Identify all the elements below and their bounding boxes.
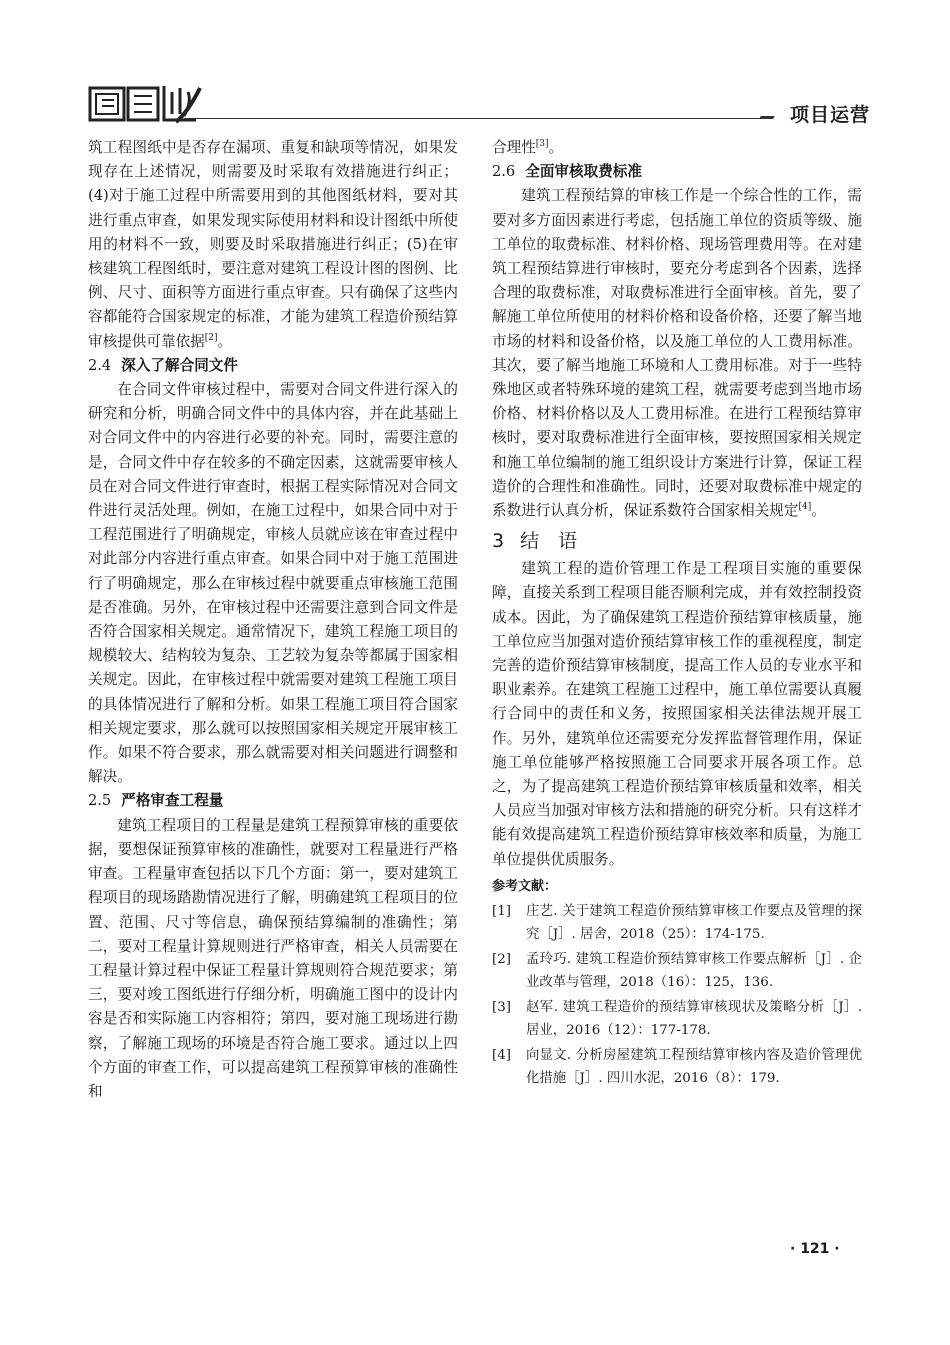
references-title: 参考文献： (492, 878, 558, 894)
paragraph-text: 合理性 (492, 139, 536, 156)
paragraph-end: 。 (548, 139, 564, 156)
paragraph-text: 在合同文件审核过程中，需要对合同文件进行深入的研究和分析，明确合同文件中的具体内容，并在此基础上对合同文件中的内容进行必要的补充。同时，需要注意的是，合同文件中存在较多的不确定因素，这就需要审核人员在对合同文件进行审查时，根据工程实际情况对合同文件进行灵活处理。例如，在施工过程中，如果合同中对于工程范围进行了明确规定，审核人员就应该在审查过程中对此部分内容进行重点审查。如果合同中对于施工范围进行了明确规定，那么在审核过程中就要重点审核施工范围是否准确。另外，在审核过程中还需要注意到合同文件是否符合国家相关规定。通常情况下，建筑工程施工项目的规模较大、结构较为复杂、工艺较为复杂等都属于国家相关规定。因此，在审核过程中就需要对建筑工程施工项目的具体情况进行了解和分析。如果工程施工项目符合国家相关规定要求，那么就可以按照国家相关规定开展审核工作。如果不符合要求，那么就需要对相关问题进行调整和解决。 (88, 381, 458, 786)
right-column (492, 136, 862, 1092)
paragraph-end: 。 (811, 502, 826, 520)
references-list (492, 900, 862, 1090)
reference-text: 赵军. 建筑工程造价的预结算审核现状及策略分析［J］. 居业，2016（12）：177-178. (526, 999, 862, 1038)
paragraph-text: 建筑工程预结算的审核工作是一个综合性的工作，需要对多方面因素进行考虑，包括施工单位的资质等级、施工单位的取费标准、材料价格、现场管理费用等。在对建筑工程预结算进行审核时，要充分考虑到各个因素，选择合理的取费标准，对取费标准进行全面审核。首先，要了解施工单位所使用的材料价格和设备价格，还要了解当地市场的材料和设备价格，以及施工单位的人工费用标准。其次，要了解当地施工环境和人工费用标准。对于一些特殊地区或者特殊环境的建筑工程，就需要考虑到当地市场价格、材料价格以及人工费用标准。在进行工程预结算审核时，要对取费标准进行全面审核，要按照国家相关规定和施工单位编制的施工组织设计方案进行计算，保证工程造价的合理性和准确性。同时，还要对取费标准中规定的系数进行认真分析，保证系数符合国家相关规定 (492, 187, 862, 520)
reference-text: 庄艺. 关于建筑工程造价预结算审核工作要点及管理的探究［J］. 居舍，2018（25）：174-175. (526, 903, 862, 942)
citation-marker: [3] (535, 139, 549, 150)
reference-item (492, 996, 862, 1042)
subsection-heading (88, 789, 458, 813)
page-number: · 121 · (790, 1241, 840, 1257)
page-header (84, 82, 870, 132)
reference-item (492, 900, 862, 946)
reference-text: 孟玲巧. 建筑工程造价预结算审核工作要点解析［J］. 企业改革与管理，2018（16）：125，136. (526, 951, 862, 990)
right-column-body (492, 136, 862, 872)
journal-logo-icon (84, 82, 202, 126)
reference-text: 向显文. 分析房屋建筑工程预结算审核内容及造价管理优化措施［J］. 四川水泥，2016（8）：179. (526, 1047, 862, 1086)
heading-text: 全面审核取费标准 (525, 163, 642, 181)
heading-number: 2.6 (492, 163, 516, 181)
reference-item (492, 948, 862, 994)
heading-text: 结 语 (520, 530, 578, 553)
paragraph-text: 筑工程图纸中是否存在漏项、重复和缺项等情况，如果发现存在上述情况，则需要及时采取有效措施进行纠正；(4)对于施工过程中所需要用到的其他图纸材料，要对其进行重点审查，如果发现实际使用材料和设计图纸中所使用的材料不一致，则要及时采取措施进行纠正；(5)在审核建筑工程图纸时，要注意对建筑工程设计图的图例、比例、尺寸、面积等方面进行重点审查。只有确保了这些内容都能符合国家规定的标准，才能为建筑工程造价预结算审核提供可靠依据 (88, 139, 458, 350)
paragraph-text: 建筑工程的造价管理工作是工程项目实施的重要保障，直接关系到工程项目能否顺利完成，并有效控制投资成本。因此，为了确保建筑工程造价预结算审核质量，施工单位应当加强对造价预结算审核工作的重视程度，制定完善的造价预结算审核制度，提高工作人员的专业水平和职业素养。在建筑工程施工过程中，施工单位需要认真履行合同中的责任和义务，按照国家相关法律法规开展工作。另外，建筑单位还需要充分发挥监督管理作用，保证施工单位能够严格按照施工合同要求开展各项工作。总之，为了提高建筑工程造价预结算审核质量和效率，相关人员应当加强对审核方法和措施的研究分析。只有这样才能有效提高建筑工程造价预结算审核效率和质量，为施工单位提供优质服务。 (492, 560, 862, 868)
heading-text: 深入了解合同文件 (121, 356, 238, 374)
header-accent (759, 116, 775, 119)
paragraph (492, 136, 862, 160)
paragraph (88, 136, 458, 354)
paragraph-end: 。 (217, 332, 233, 350)
header-rule (184, 118, 762, 119)
paragraph (492, 184, 862, 523)
paragraph (88, 378, 458, 789)
reference-item (492, 1044, 862, 1090)
citation-marker: [2] (204, 332, 218, 343)
paragraph (492, 557, 862, 872)
subsection-heading (492, 160, 862, 184)
reference-number: [3] (492, 999, 511, 1015)
paragraph (88, 814, 458, 1104)
reference-number: [2] (492, 951, 511, 967)
left-column (88, 136, 458, 1104)
reference-number: [1] (492, 903, 511, 919)
section-title: 项目运营 (789, 104, 870, 126)
citation-marker: [4] (798, 502, 812, 513)
section-heading (492, 525, 862, 557)
paragraph-text: 建筑工程项目的工程量是建筑工程预算审核的重要依据，要想保证预算审核的准确性，就要对工程量进行严格审查。工程量审查包括以下几个方面：第一，要对建筑工程项目的现场踏勘情况进行了解，明确建筑工程项目的位置、范围、尺寸等信息，确保预结算编制的准确性；第二，要对工程量计算规则进行严格审查，相关人员需要在工程量计算过程中保证工程量计算规则符合规范要求；第三，要对竣工图纸进行仔细分析，明确施工图中的设计内容是否和实际施工内容相符；第四，要对施工现场进行勘察，了解施工现场的环境是否符合施工要求。通过以上四个方面的审查工作，可以提高建筑工程预算审核的准确性和 (88, 816, 458, 1100)
heading-number: 2.4 (88, 356, 112, 374)
reference-number: [4] (492, 1047, 511, 1063)
heading-text: 严格审查工程量 (121, 792, 224, 810)
heading-number: 3 (492, 530, 505, 553)
heading-number: 2.5 (88, 792, 112, 810)
subsection-heading (88, 354, 458, 378)
